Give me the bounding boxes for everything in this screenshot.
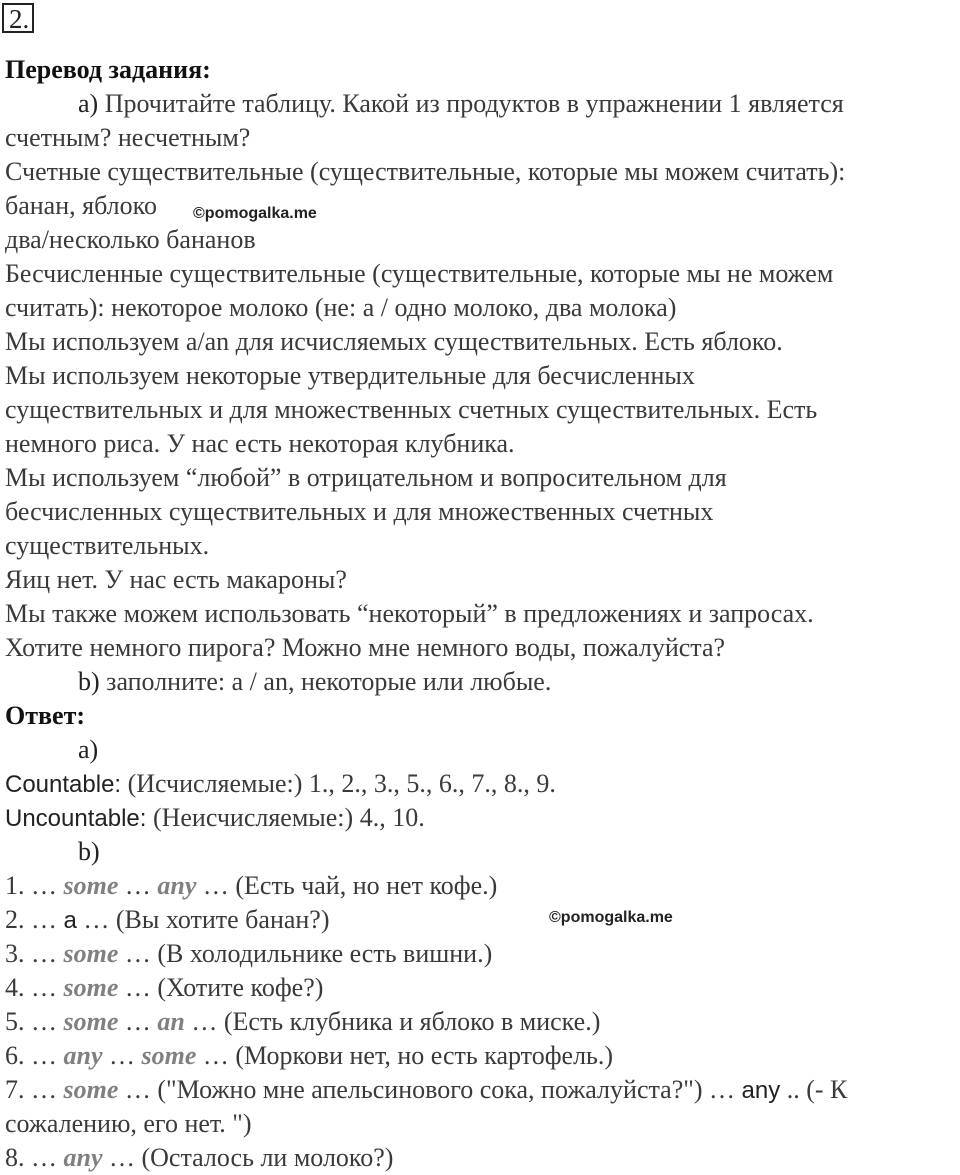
uncountable-label: Uncountable: [5,805,147,832]
translation-line: Счетные существительные (существительные, которые мы можем считать): [5,157,846,186]
translation-a-label: а) [78,89,99,118]
item-prefix: 5. … [5,1007,57,1036]
answer-word: any [157,871,197,900]
answer-item-1 [5,869,497,903]
item-translation: … (Есть клубника и яблоко в миске.) [191,1007,601,1036]
item-translation: … (Вы хотите банан?) [83,905,330,934]
task-number: 2. [2,3,34,33]
answer-word: some [63,871,119,900]
translation-line: банан, яблоко [5,191,157,220]
item-translation: … (Хотите кофе?) [124,973,324,1002]
item-prefix: 7. … [5,1075,57,1104]
answer-word: some [63,1075,119,1104]
countable-line [5,767,556,802]
answer-word: some [63,939,119,968]
answer-word: a [63,907,77,934]
translation-line: Мы используем некоторые утвердительные для бесчисленных [5,361,695,390]
watermark: ©pomogalka.me [193,205,317,222]
translation-line: счетным? несчетным? [5,123,251,152]
answer-item-8 [5,1141,393,1175]
translation-a-text: Прочитайте таблицу. Какой из продуктов в упражнении 1 является [104,89,844,118]
answer-word: some [63,973,119,1002]
answer-item-2 [5,903,330,938]
item-prefix: 6. … [5,1041,57,1070]
item-prefix: 8. … [5,1143,57,1172]
answer-heading: Ответ: [5,701,86,730]
item-prefix: 1. … [5,871,57,900]
answer-item-7-continued: сожалению, его нет. ") [5,1109,252,1138]
translation-b-label: b) [78,667,100,696]
item-prefix: 2. … [5,905,57,934]
translation-line: Яиц нет. У нас есть макароны? [5,565,347,594]
answer-a-label: а) [78,735,99,764]
translation-line: Мы используем a/an для исчисляемых существительных. Есть яблоко. [5,327,783,356]
answer-word: any [63,1041,103,1070]
item-translation: … (Осталось ли молоко?) [109,1143,394,1172]
translation-b-text: заполните: a / an, некоторые или любые. [106,667,552,696]
translation-a [78,87,844,121]
translation-line: существительных. [5,531,210,560]
translation-line: Мы используем “любой” в отрицательном и вопросительном для [5,463,727,492]
item-prefix: 4. … [5,973,57,1002]
answer-item-7 [5,1073,847,1108]
answer-word: any [63,1143,103,1172]
translation-line: существительных и для множественных счетных существительных. Есть [5,395,818,424]
answer-item-4 [5,971,323,1005]
translation-heading: Перевод задания: [5,55,211,84]
answer-word: some [141,1041,197,1070]
uncountable-line [5,801,425,836]
item-separator: … [124,1007,151,1036]
answer-item-3 [5,937,492,971]
item-prefix: 3. … [5,939,57,968]
item-translation: … (Моркови нет, но есть картофель.) [202,1041,614,1070]
countable-value: (Исчисляемые:) 1., 2., 3., 5., 6., 7., 8., 9. [127,769,556,798]
item-translation: … (В холодильнике есть вишни.) [124,939,493,968]
answer-item-6 [5,1039,613,1073]
translation-b [78,665,551,699]
translation-line: немного риса. У нас есть некоторая клубника. [5,429,515,458]
translation-line: два/несколько бананов [5,225,256,254]
countable-label: Countable: [5,771,122,798]
item-separator: … [124,871,151,900]
translation-line: считать): некоторое молоко (не: а / одно молоко, два молока) [5,293,677,322]
answer-word: an [157,1007,185,1036]
translation-line: Бесчисленные существительные (существительные, которые мы не можем [5,259,834,288]
answer-b-label: b) [78,837,100,866]
watermark: ©pomogalka.me [549,909,673,926]
item-translation: … (Есть чай, но нет кофе.) [202,871,498,900]
item-separator: … [109,1041,135,1070]
answer-word: some [63,1007,119,1036]
item-tail: .. (- К [786,1075,848,1104]
answer-word: any [741,1077,781,1104]
translation-line: Хотите немного пирога? Можно мне немного воды, пожалуйста? [5,633,726,662]
translation-line: бесчисленных существительных и для множественных счетных [5,497,714,526]
answer-item-5 [5,1005,600,1039]
translation-line: Мы также можем использовать “некоторый” в предложениях и запросах. [5,599,814,628]
uncountable-value: (Неисчисляемые:) 4., 10. [152,803,425,832]
item-translation: … ("Можно мне апельсинового сока, пожалуйста?") … [124,1075,736,1104]
